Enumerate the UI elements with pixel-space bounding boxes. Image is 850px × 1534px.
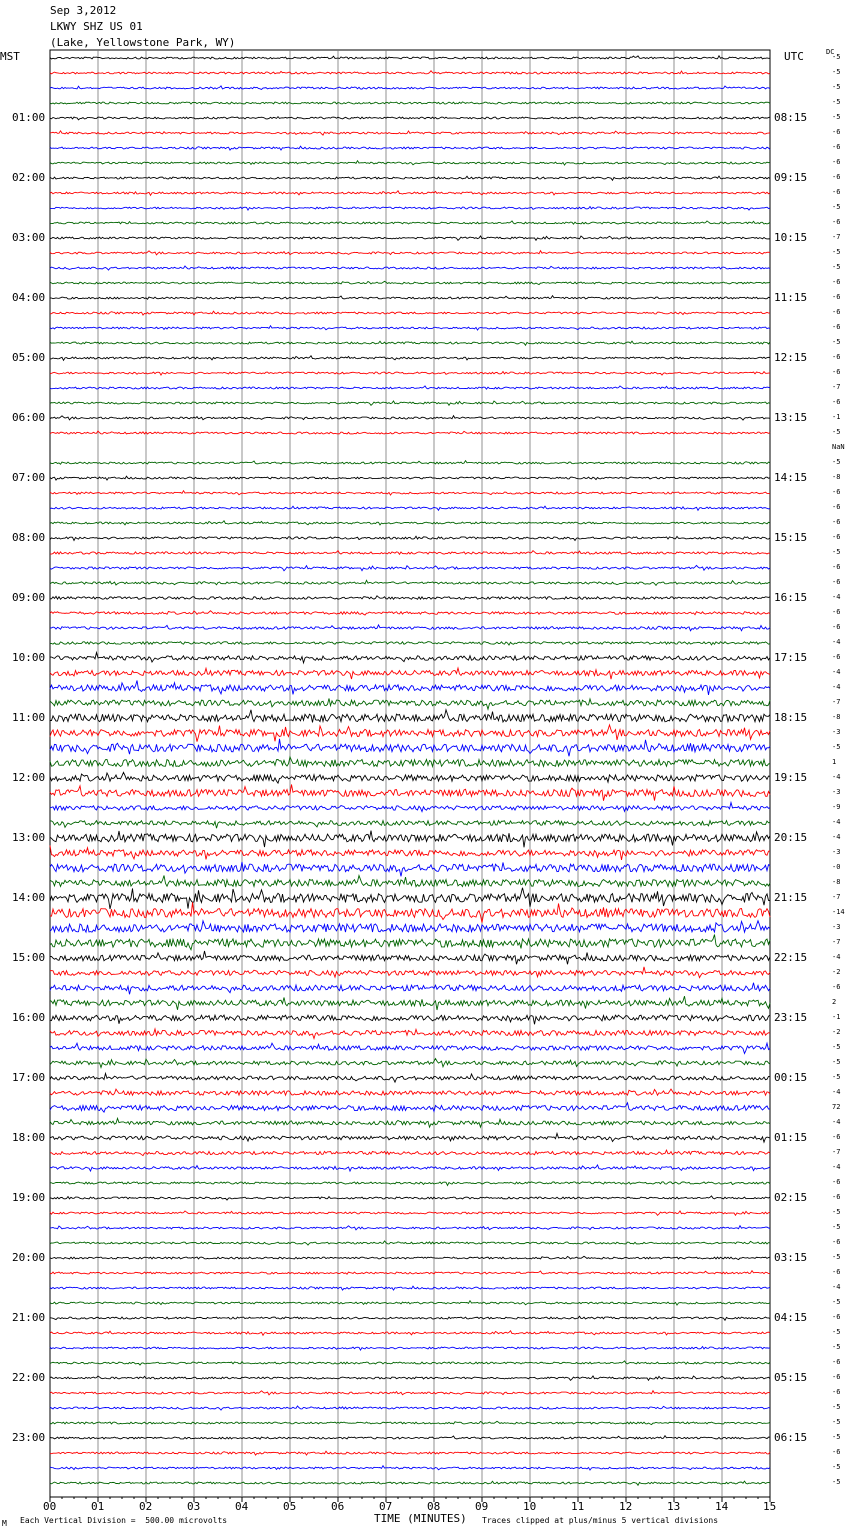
seismic-trace: [50, 831, 770, 848]
dc-offset-label: -8: [832, 713, 841, 721]
right-hour-label: 20:15: [774, 831, 808, 844]
left-hour-label: 14:00: [12, 891, 46, 904]
seismic-trace: [50, 117, 770, 120]
header-station: LKWY SHZ US 01: [50, 20, 143, 33]
right-hour-label: 16:15: [774, 591, 808, 604]
seismic-trace: [50, 845, 770, 860]
footer-clip: Traces clipped at plus/minus 5 vertical divisions: [482, 1516, 719, 1525]
dc-offset-label: -14: [832, 908, 845, 916]
seismic-trace: [50, 551, 770, 555]
dc-offset-label: -5: [832, 338, 841, 346]
seismic-trace: [50, 951, 770, 964]
dc-offset-label: -5: [832, 248, 841, 256]
left-hour-label: 15:00: [12, 951, 46, 964]
right-hour-label: 03:15: [774, 1251, 808, 1264]
dc-offset-label: -6: [832, 1178, 841, 1186]
left-hour-label: 12:00: [12, 771, 46, 784]
dc-offset-label: 2: [832, 998, 837, 1006]
dc-offset-label: -7: [832, 1148, 841, 1156]
dc-offset-label: -6: [832, 503, 841, 511]
x-tick-label: 07: [379, 1500, 393, 1513]
dc-offset-label: 72: [832, 1103, 841, 1111]
x-tick-label: 12: [619, 1500, 633, 1513]
seismic-trace: [50, 506, 770, 510]
x-tick-label: 08: [427, 1500, 441, 1513]
dc-offset-label: -6: [832, 608, 841, 616]
dc-offset-label: -4: [832, 1118, 841, 1126]
seismic-trace: [50, 1241, 770, 1245]
left-hour-label: 05:00: [12, 351, 46, 364]
dc-offset-label: -6: [832, 1448, 841, 1456]
seismic-trace: [50, 1301, 770, 1305]
dc-offset-label: -6: [832, 353, 841, 361]
dc-offset-label: -5: [832, 1328, 841, 1336]
right-hour-label: 12:15: [774, 351, 808, 364]
left-hour-label: 21:00: [12, 1311, 46, 1324]
seismic-trace: [50, 935, 770, 950]
seismic-trace: [50, 221, 770, 224]
dc-offset-label: -6: [832, 488, 841, 496]
seismic-trace: [50, 580, 770, 585]
seismic-trace: [50, 611, 770, 615]
dc-offset-label: -5: [832, 1343, 841, 1351]
dc-offset-label: 1: [832, 758, 837, 766]
right-hour-label: 14:15: [774, 471, 808, 484]
dc-offset-label: -7: [832, 893, 841, 901]
dc-offset-label: -5: [832, 743, 841, 751]
dc-offset-label: -5: [832, 1208, 841, 1216]
seismic-trace: [50, 596, 770, 600]
seismic-trace: [50, 56, 770, 59]
dc-offset-label: -5: [832, 83, 841, 91]
dc-offset-label: -5: [832, 113, 841, 121]
dc-offset-label: -2: [832, 968, 841, 976]
seismic-trace: [50, 1133, 770, 1142]
seismic-trace: [50, 653, 770, 663]
seismic-trace: [50, 296, 770, 300]
left-timezone: MST: [0, 50, 20, 63]
dc-offset-label: -7: [832, 698, 841, 706]
dc-offset-label: -4: [832, 683, 841, 691]
dc-offset-label: -2: [832, 1028, 841, 1036]
seismic-trace: [50, 161, 770, 165]
seismic-trace: [50, 1376, 770, 1380]
x-tick-label: 11: [571, 1500, 585, 1513]
seismic-trace: [50, 1466, 770, 1470]
seismic-trace: [50, 401, 770, 405]
dc-offset-label: -6: [832, 218, 841, 226]
dc-offset-label: -6: [832, 323, 841, 331]
dc-offset-label: -8: [832, 878, 841, 886]
seismic-trace: [50, 1331, 770, 1336]
seismic-trace: [50, 1029, 770, 1039]
seismic-trace: [50, 625, 770, 631]
dc-offset-label: -6: [832, 983, 841, 991]
x-tick-label: 05: [283, 1500, 297, 1513]
dc-offset-label: -5: [832, 1058, 841, 1066]
right-hour-label: 10:15: [774, 231, 808, 244]
dc-offset-label: -5: [832, 1463, 841, 1471]
seismic-trace: [50, 821, 770, 829]
seismic-trace: [50, 326, 770, 330]
header-location: (Lake, Yellowstone Park, WY): [50, 36, 236, 49]
dc-label: DC: [826, 48, 835, 56]
dc-offset-label: -9: [832, 803, 841, 811]
right-hour-label: 13:15: [774, 411, 808, 424]
dc-offset-label: -6: [832, 1268, 841, 1276]
seismic-trace: [50, 341, 770, 345]
left-hour-label: 04:00: [12, 291, 46, 304]
dc-offset-label: -5: [832, 428, 841, 436]
seismic-trace: [50, 1103, 770, 1112]
dc-offset-label: -6: [832, 563, 841, 571]
dc-offset-label: -6: [832, 128, 841, 136]
seismic-trace: [50, 1451, 770, 1455]
seismic-trace: [50, 1436, 770, 1440]
dc-offset-label: -5: [832, 548, 841, 556]
dc-offset-label: -4: [832, 773, 841, 781]
seismic-trace: [50, 131, 770, 135]
right-hour-label: 08:15: [774, 111, 808, 124]
dc-offset-label: -4: [832, 1283, 841, 1291]
dc-offset-label: -7: [832, 383, 841, 391]
seismic-trace: [50, 491, 770, 495]
right-hour-label: 17:15: [774, 651, 808, 664]
seismic-trace: [50, 1118, 770, 1127]
seismic-trace: [50, 803, 770, 812]
seismic-trace: [50, 1256, 770, 1259]
x-tick-label: 09: [475, 1500, 489, 1513]
seismic-trace: [50, 967, 770, 978]
dc-offset-label: -6: [832, 578, 841, 586]
x-tick-label: 13: [667, 1500, 681, 1513]
dc-offset-label: -3: [832, 788, 841, 796]
dc-offset-label: -3: [832, 728, 841, 736]
x-tick-label: 01: [91, 1500, 105, 1513]
dc-offset-label: -6: [832, 188, 841, 196]
dc-offset-label: -5: [832, 263, 841, 271]
dc-offset-label: -6: [832, 293, 841, 301]
seismic-trace: [50, 888, 770, 909]
seismic-trace: [50, 86, 770, 90]
dc-offset-label: -4: [832, 668, 841, 676]
seismic-trace: [50, 875, 770, 887]
dc-offset-label: -6: [832, 143, 841, 151]
seismic-trace: [50, 371, 770, 375]
left-hour-label: 01:00: [12, 111, 46, 124]
dc-offset-label: -4: [832, 818, 841, 826]
dc-offset-label: -7: [832, 233, 841, 241]
seismic-trace: [50, 668, 770, 679]
x-axis-ticks: [50, 1497, 770, 1502]
x-tick-label: 02: [139, 1500, 153, 1513]
seismic-trace: [50, 680, 770, 695]
left-hour-label: 23:00: [12, 1431, 46, 1444]
seismic-trace: [50, 739, 770, 756]
right-hour-label: 01:15: [774, 1131, 808, 1144]
seismic-trace: [50, 146, 770, 150]
x-tick-label: 03: [187, 1500, 201, 1513]
seismic-trace: [50, 356, 770, 361]
seismic-trace: [50, 1406, 770, 1410]
seismic-trace: [50, 1089, 770, 1095]
dc-offset-label: -6: [832, 1133, 841, 1141]
left-hour-label: 08:00: [12, 531, 46, 544]
dc-offset-label: -6: [832, 1358, 841, 1366]
seismic-trace: [50, 725, 770, 742]
seismic-trace: [50, 1316, 770, 1320]
left-hour-label: 20:00: [12, 1251, 46, 1264]
dc-offset-label: -4: [832, 638, 841, 646]
left-hour-label: 06:00: [12, 411, 46, 424]
seismic-trace: [50, 431, 770, 434]
x-tick-label: 00: [43, 1500, 57, 1513]
dc-offset-label: -5: [832, 1298, 841, 1306]
dc-offset-label: -5: [832, 1433, 841, 1441]
dc-offset-label: -5: [832, 1253, 841, 1261]
dc-offset-label: -6: [832, 533, 841, 541]
dc-offset-label: -1: [832, 413, 841, 421]
footer-scale: Each Vertical Division = 500.00 microvolts: [20, 1516, 228, 1525]
seismic-trace: [50, 1286, 770, 1290]
seismic-trace: [50, 311, 770, 315]
right-hour-label: 18:15: [774, 711, 808, 724]
x-tick-label: 10: [523, 1500, 537, 1513]
seismic-trace: [50, 386, 770, 389]
seismic-trace: [50, 1346, 770, 1350]
right-hour-label: 11:15: [774, 291, 808, 304]
seismic-trace: [50, 784, 770, 800]
seismic-trace: [50, 176, 770, 180]
x-tick-label: 04: [235, 1500, 249, 1513]
right-hour-label: 06:15: [774, 1431, 808, 1444]
dc-offset-label: -6: [832, 623, 841, 631]
seismic-trace: [50, 71, 770, 74]
dc-offset-label: -6: [832, 1373, 841, 1381]
dc-offset-label: -6: [832, 653, 841, 661]
left-hour-label: 02:00: [12, 171, 46, 184]
seismic-trace: [50, 251, 770, 255]
seismic-trace: [50, 1015, 770, 1024]
seismic-trace: [50, 862, 770, 876]
dc-offset-label: -5: [832, 53, 841, 61]
dc-offset-label: -8: [832, 473, 841, 481]
left-hour-label: 16:00: [12, 1011, 46, 1024]
seismic-trace: [50, 1361, 770, 1365]
footer-corner: M: [2, 1519, 7, 1528]
seismic-trace: [50, 1043, 770, 1053]
left-hour-label: 03:00: [12, 231, 46, 244]
left-hour-label: 09:00: [12, 591, 46, 604]
dc-offset-label: -6: [832, 308, 841, 316]
dc-offset-label: -5: [832, 1223, 841, 1231]
dc-offset-label: -5: [832, 98, 841, 106]
dc-offset-label: -1: [832, 1013, 841, 1021]
dc-offset-label: -0: [832, 863, 841, 871]
x-axis-title: TIME (MINUTES): [374, 1512, 467, 1525]
seismic-trace: [50, 1182, 770, 1186]
dc-offset-label: -5: [832, 458, 841, 466]
dc-offset-label: -6: [832, 368, 841, 376]
seismic-trace: [50, 536, 770, 540]
seismic-trace: [50, 206, 770, 210]
right-timezone: UTC: [784, 50, 804, 63]
x-tick-label: 14: [715, 1500, 729, 1513]
seismic-trace: [50, 698, 770, 709]
right-hour-label: 05:15: [774, 1371, 808, 1384]
right-hour-label: 21:15: [774, 891, 808, 904]
seismic-trace: [50, 1073, 770, 1082]
dc-offset-label: -4: [832, 953, 841, 961]
dc-offset-label: -5: [832, 1073, 841, 1081]
dc-offset-label: -6: [832, 158, 841, 166]
seismic-trace: [50, 1165, 770, 1171]
seismic-trace: [50, 1150, 770, 1156]
dc-offset-label: -6: [832, 1193, 841, 1201]
seismic-trace: [50, 521, 770, 525]
seismic-trace: [50, 1421, 770, 1424]
right-hour-label: 00:15: [774, 1071, 808, 1084]
dc-offset-label: -6: [832, 398, 841, 406]
seismic-trace: [50, 1211, 770, 1215]
dc-offset-label: -5: [832, 1403, 841, 1411]
left-hour-label: 22:00: [12, 1371, 46, 1384]
seismic-trace: [50, 1059, 770, 1068]
seismic-traces: [50, 56, 770, 1485]
seismic-trace: [50, 191, 770, 196]
seismic-trace: [50, 281, 770, 284]
seismic-trace: [50, 565, 770, 570]
x-tick-label: 15: [763, 1500, 777, 1513]
seismic-trace: [50, 772, 770, 783]
seismic-trace: [50, 757, 770, 767]
dc-offset-label: -5: [832, 68, 841, 76]
dc-offset-label: -4: [832, 1163, 841, 1171]
left-hour-label: 07:00: [12, 471, 46, 484]
seismic-trace: [50, 921, 770, 932]
left-hour-label: 19:00: [12, 1191, 46, 1204]
left-hour-label: 11:00: [12, 711, 46, 724]
seismic-trace: [50, 983, 770, 994]
left-hour-label: 10:00: [12, 651, 46, 664]
dc-offset-label: -3: [832, 848, 841, 856]
left-hour-label: 17:00: [12, 1071, 46, 1084]
dc-offset-label: -5: [832, 203, 841, 211]
dc-offset-label: -5: [832, 1043, 841, 1051]
right-hour-label: 19:15: [774, 771, 808, 784]
right-hour-label: 23:15: [774, 1011, 808, 1024]
left-hour-label: 18:00: [12, 1131, 46, 1144]
seismic-trace: [50, 1271, 770, 1275]
seismic-trace: [50, 642, 770, 645]
seismic-trace: [50, 266, 770, 270]
right-hour-label: 04:15: [774, 1311, 808, 1324]
right-hour-label: 09:15: [774, 171, 808, 184]
right-hour-label: 22:15: [774, 951, 808, 964]
seismic-trace: [50, 1226, 770, 1230]
dc-offset-label: NaN: [832, 443, 845, 451]
seismic-trace: [50, 902, 770, 922]
dc-offset-label: -6: [832, 518, 841, 526]
dc-offset-label: -6: [832, 173, 841, 181]
left-hour-label: 13:00: [12, 831, 46, 844]
dc-offset-label: -5: [832, 1418, 841, 1426]
dc-offset-label: -4: [832, 1088, 841, 1096]
dc-offset-label: -5: [832, 1478, 841, 1486]
right-hour-label: 02:15: [774, 1191, 808, 1204]
right-hour-label: 15:15: [774, 531, 808, 544]
dc-offset-label: -6: [832, 278, 841, 286]
x-tick-label: 06: [331, 1500, 345, 1513]
seismic-trace: [50, 996, 770, 1010]
seismic-trace: [50, 1481, 770, 1485]
dc-offset-label: -6: [832, 1238, 841, 1246]
dc-offset-label: -4: [832, 833, 841, 841]
seismic-trace: [50, 710, 770, 723]
seismic-trace: [50, 416, 770, 420]
seismic-trace: [50, 1391, 770, 1395]
dc-offset-label: -4: [832, 593, 841, 601]
dc-offset-label: -7: [832, 938, 841, 946]
seismic-trace: [50, 461, 770, 465]
dc-offset-label: -6: [832, 1313, 841, 1321]
seismic-trace: [50, 236, 770, 240]
dc-offset-label: -3: [832, 923, 841, 931]
dc-offset-label: -6: [832, 1388, 841, 1396]
seismic-trace: [50, 476, 770, 480]
seismic-trace: [50, 1196, 770, 1200]
header-date: Sep 3,2012: [50, 4, 117, 17]
seismic-trace: [50, 102, 770, 104]
